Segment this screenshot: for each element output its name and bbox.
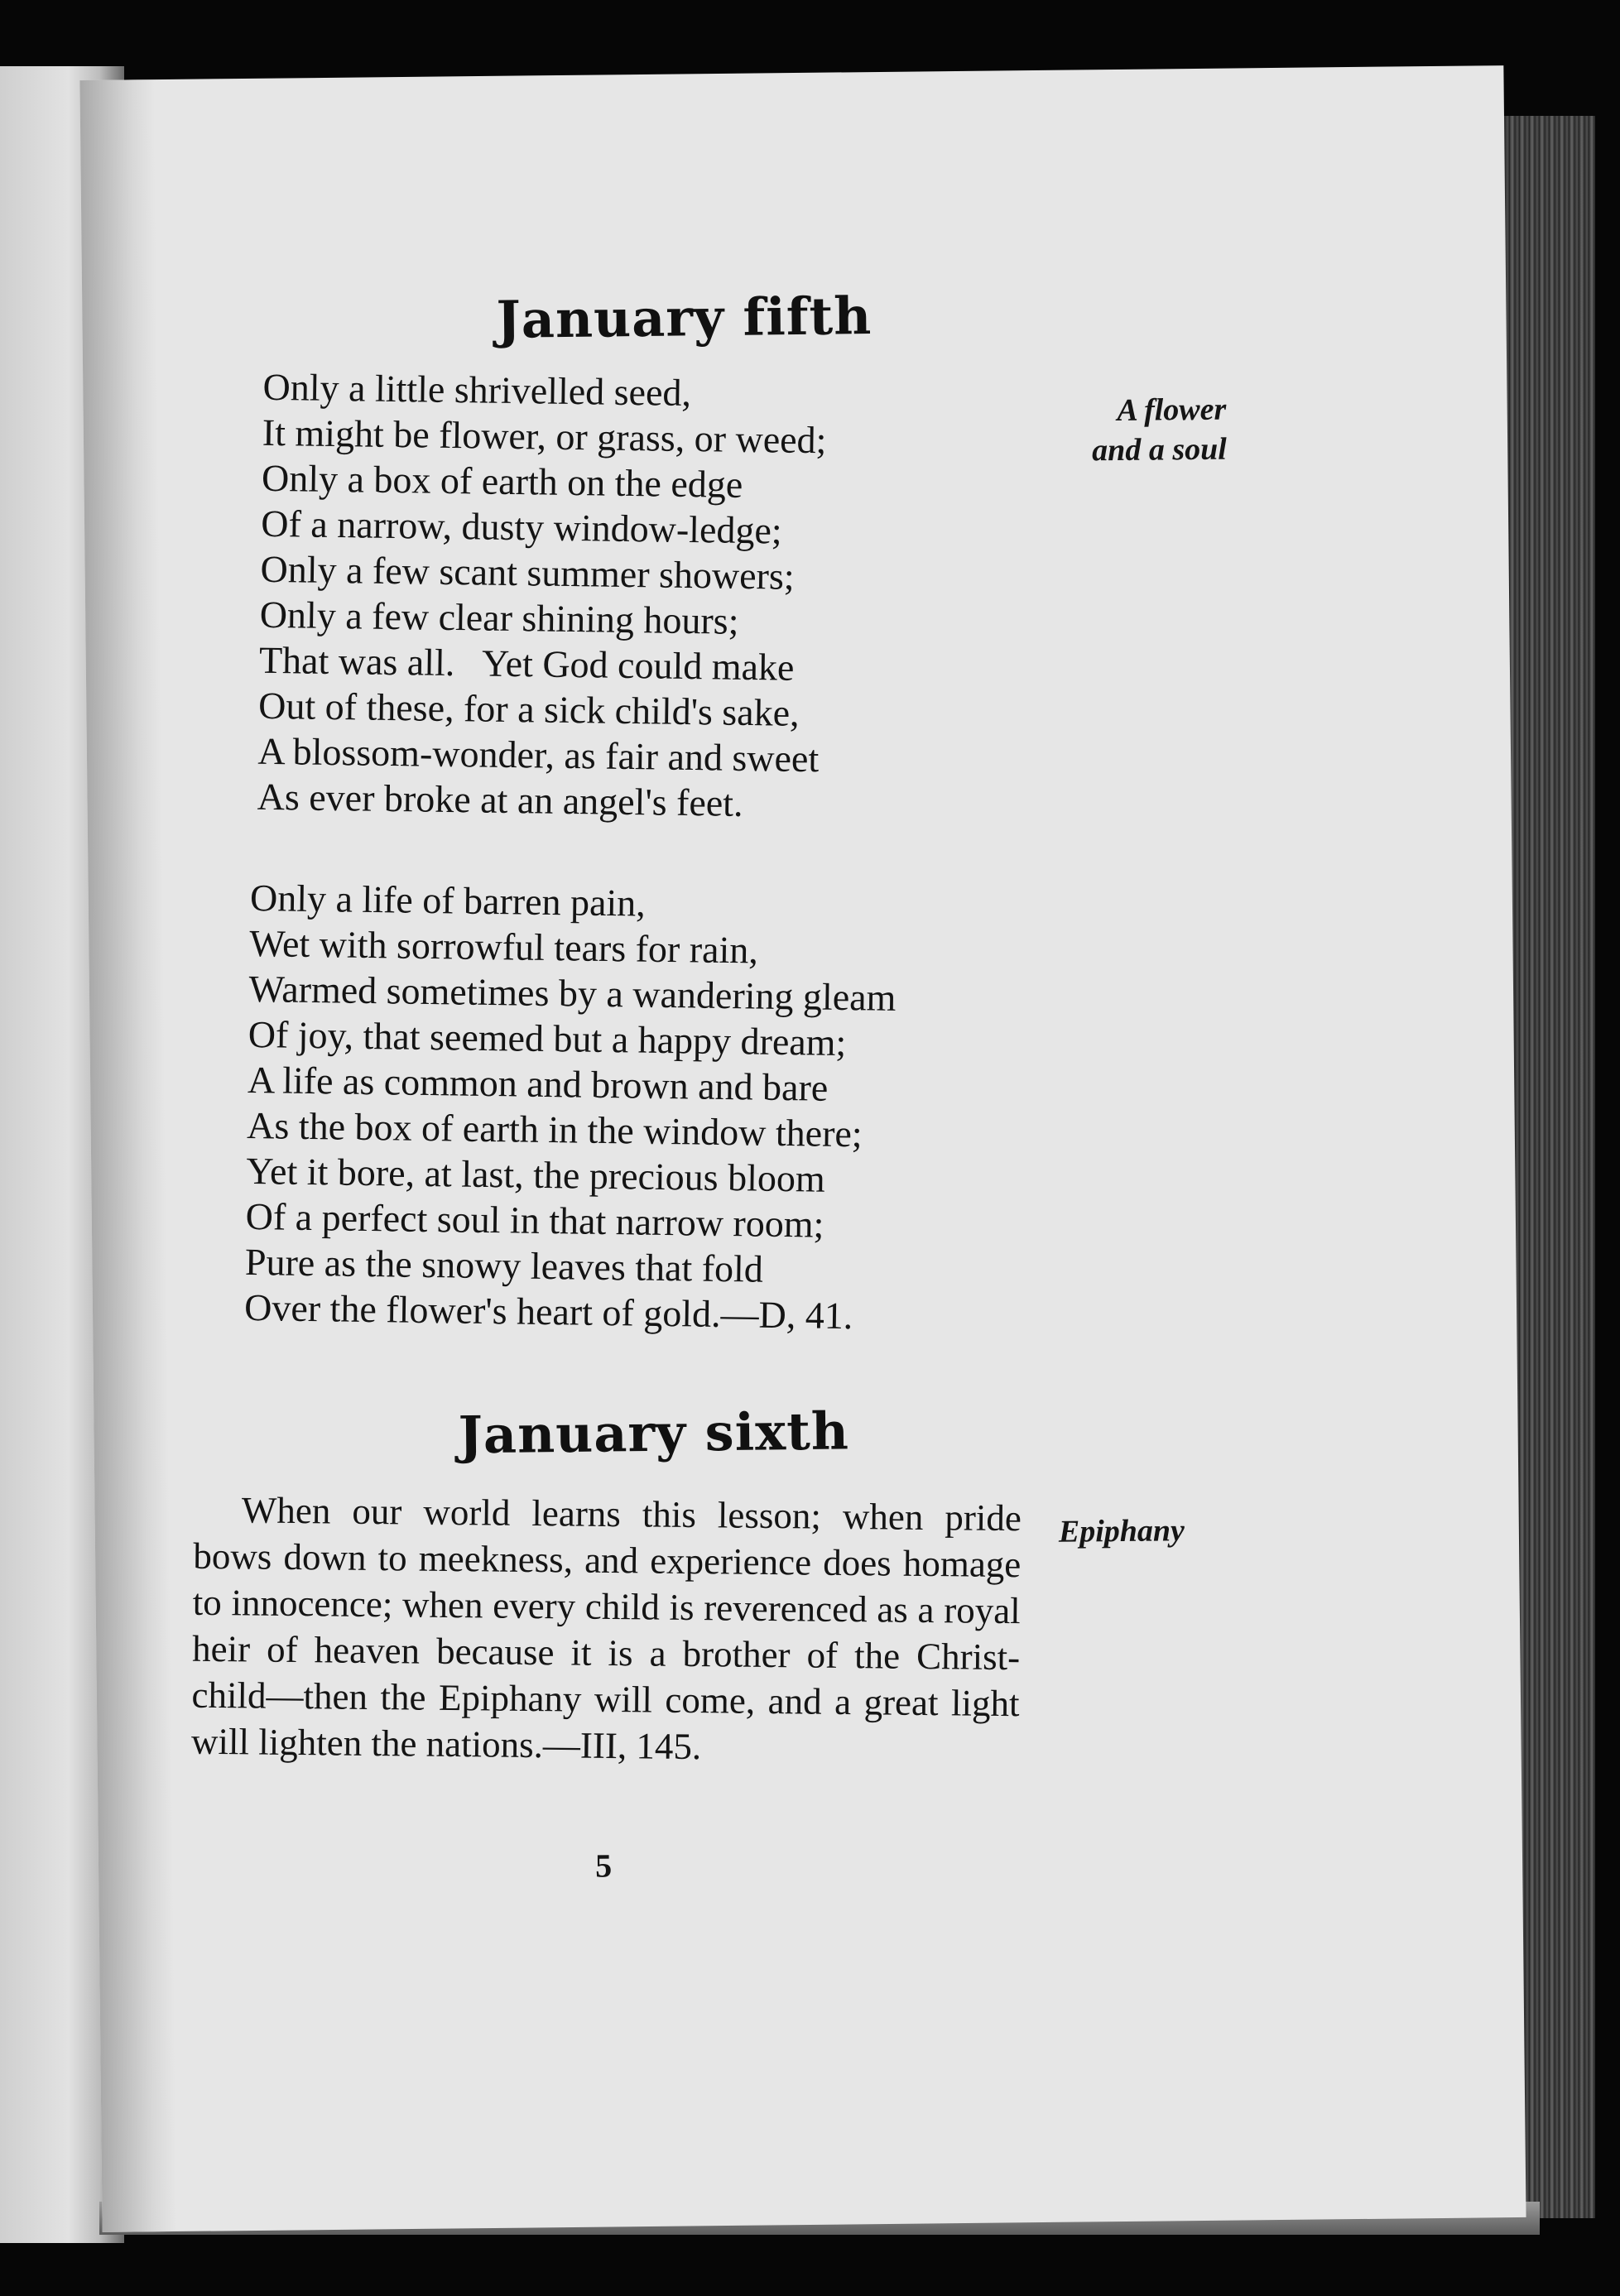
poem-line: Only a box of earth on the edge — [261, 456, 743, 506]
poem-stanza-1 — [257, 364, 827, 827]
poem-line: Yet it bore, at last, the precious bloom — [246, 1149, 826, 1200]
margin-note-epiphany — [1059, 1511, 1185, 1552]
poem-line: As ever broke at an angel's feet. — [257, 775, 743, 824]
poem-line: Of joy, that seemed but a happy dream; — [248, 1012, 847, 1064]
poem-line: Warmed sometimes by a wandering gleam — [248, 967, 897, 1019]
poem-line: Only a little shrivelled seed, — [262, 365, 692, 414]
entry-heading-january-fifth: January fifth — [496, 286, 872, 350]
poem-line: Out of these, for a sick child's sake, — [257, 684, 800, 734]
prose-paragraph: When our world learns this lesson; when pride bows down to meekness, and experience does homage to innocence; when every child is reverenced as a royal heir of heaven because it is a brother of the Christ-child—then the Epiphany will come, and a great light will lighten the nations.—III, 145. — [190, 1489, 1022, 1768]
poem-line: A blossom-wonder, as fair and sweet — [257, 729, 820, 781]
margin-note-line: Epiphany — [1058, 1513, 1185, 1549]
poem-stanza-2 — [244, 875, 897, 1339]
poem-line: Of a perfect soul in that narrow room; — [245, 1194, 824, 1246]
poem-line: As the box of earth in the window there; — [246, 1103, 863, 1155]
poem-line: Of a narrow, dusty window-ledge; — [260, 502, 783, 552]
entry-heading-january-sixth: January sixth — [458, 1400, 850, 1466]
poem-line: Over the flower's heart of gold.—D, 41. — [243, 1285, 853, 1338]
poem-line: Wet with sorrowful tears for rain, — [248, 921, 759, 972]
book-page — [79, 65, 1526, 2232]
poem-line: Only a few clear shining hours; — [259, 593, 739, 642]
poem-line: Only a life of barren pain, — [249, 876, 647, 925]
poem-line: Only a few scant summer showers; — [260, 547, 795, 598]
margin-note-line: and a soul — [1091, 431, 1228, 468]
poem-line: Pure as the snowy leaves that fold — [244, 1240, 764, 1290]
poem-line: A life as common and brown and bare — [247, 1058, 829, 1109]
poem-line: It might be flower, or grass, or weed; — [262, 411, 827, 462]
page-number: 5 — [594, 1847, 613, 1885]
margin-note-line: A flower — [1117, 391, 1227, 428]
margin-note-flower-and-soul — [1091, 390, 1227, 471]
poem-line: That was all. Yet God could make — [258, 638, 795, 689]
